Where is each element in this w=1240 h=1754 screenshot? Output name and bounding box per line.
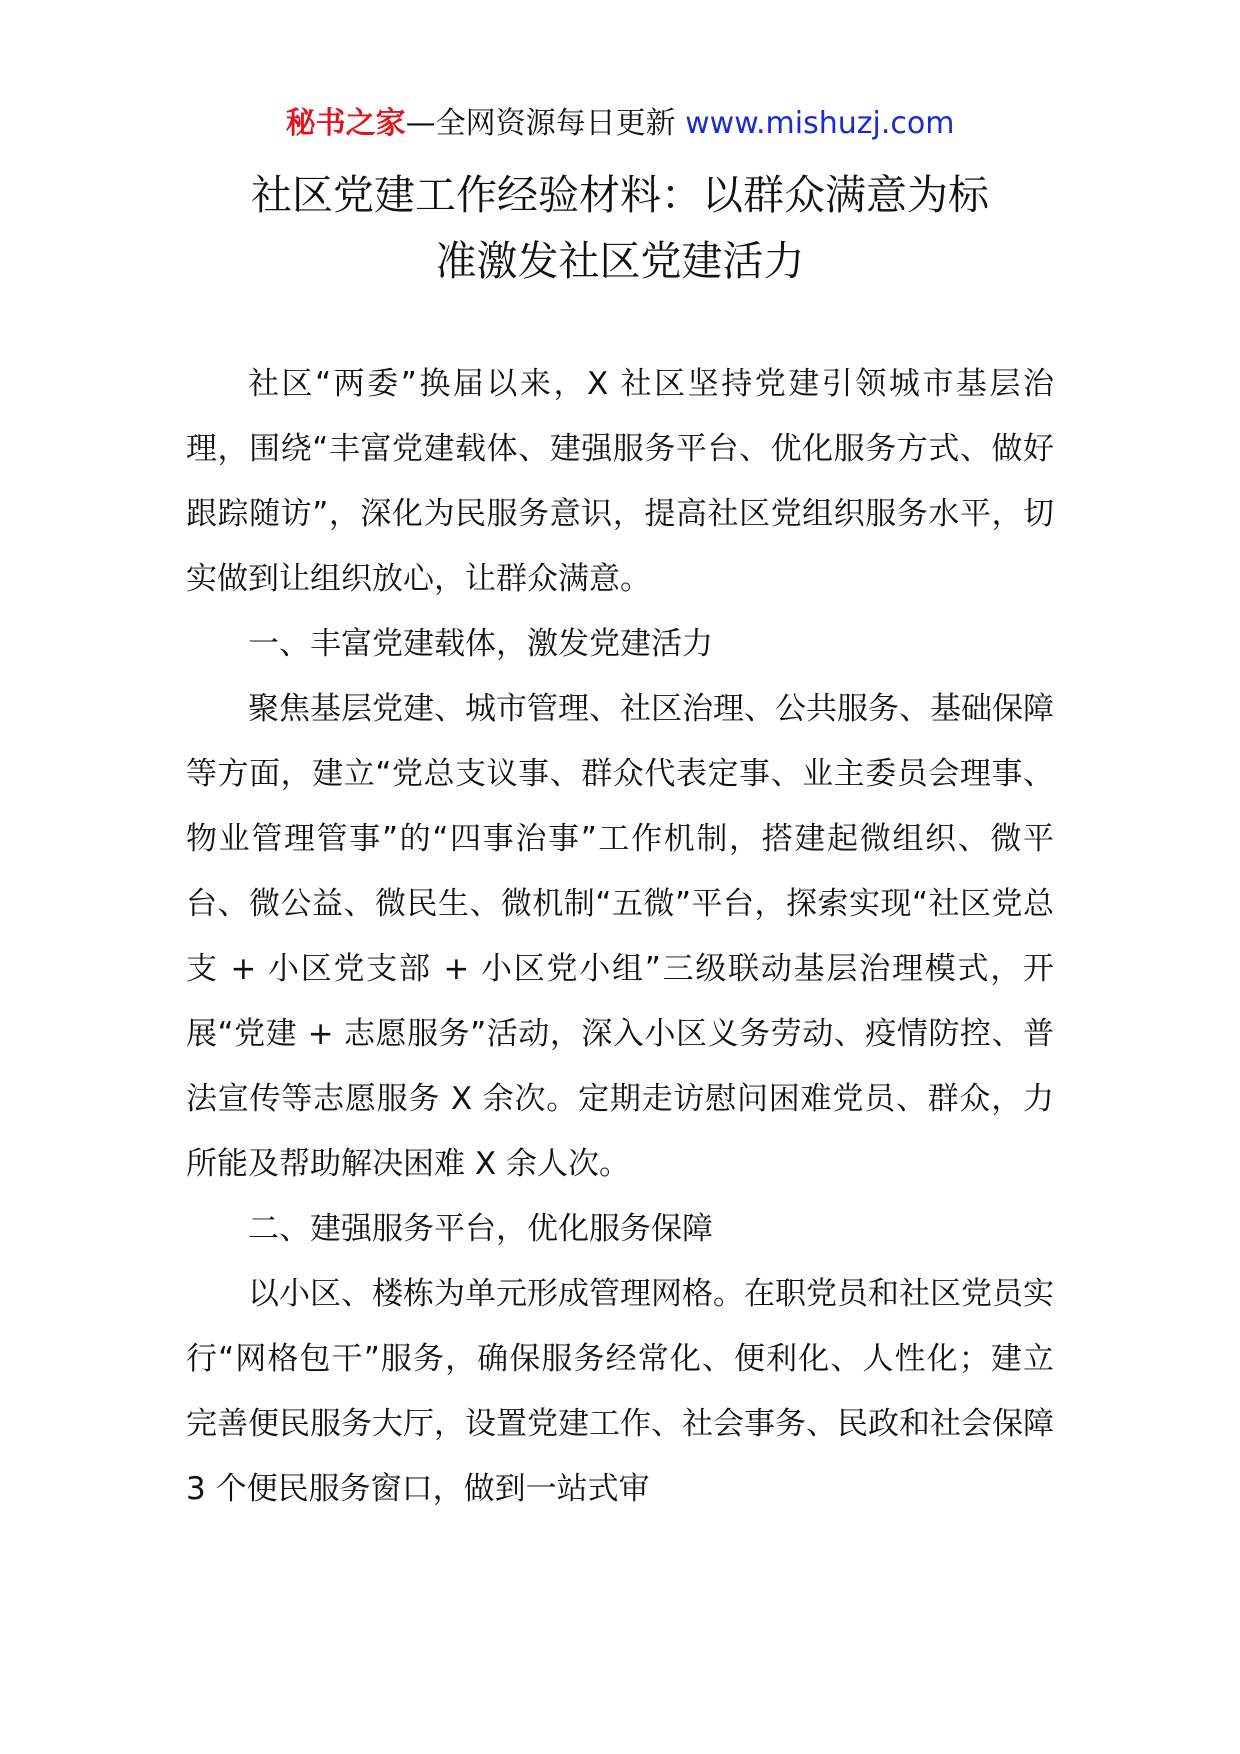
section-heading-2: 二、建强服务平台，优化服务保障 bbox=[248, 1211, 713, 1247]
document-title-line-1: 社区党建工作经验材料：以群众满意为标 bbox=[251, 171, 989, 219]
section-heading-1: 一、丰富党建载体，激发党建活力 bbox=[248, 626, 713, 662]
section-1-paragraph: 聚焦基层党建、城市管理、社区治理、公共服务、基础保障等方面，建立“党总支议事、群众代表定事、业主委员会理事、物业管理管事”的“四事治事”工作机制，搭建起微组织、微平台、微公益、微民生、微机制“五微”平台，探索实现“社区党总支 + 小区党支部 + 小区党小组”三级联动基层治理模式，开展“党建 + 志愿服务”活动，深入小区义务劳动、疫情防控、普法宣传等志愿服务 X 余次。定期走访慰问困难党员、群众，力所能及帮助解决困难 X 余人次。 bbox=[186, 691, 1054, 1182]
site-brand: 秘书之家 bbox=[285, 106, 406, 141]
document-title bbox=[150, 162, 1090, 294]
document-body bbox=[186, 352, 1054, 1522]
section-2-paragraph: 以小区、楼栋为单元形成管理网格。在职党员和社区党员实行“网格包干”服务，确保服务经常化、便利化、人性化；建立完善便民服务大厅，设置党建工作、社会事务、民政和社会保障 3 个便民服务窗口，做到一站式审 bbox=[186, 1276, 1054, 1507]
site-url-link[interactable]: www.mishuzj.com bbox=[685, 106, 955, 141]
site-header bbox=[0, 100, 1240, 148]
site-tagline: —全网资源每日更新 bbox=[405, 106, 686, 141]
intro-paragraph: 社区“两委”换届以来，X 社区坚持党建引领城市基层治理，围绕“丰富党建载体、建强服务平台、优化服务方式、做好跟踪随访”，深化为民服务意识，提高社区党组织服务水平，切实做到让组织放心，让群众满意。 bbox=[186, 366, 1054, 597]
document-title-line-2: 准激发社区党建活力 bbox=[435, 237, 805, 285]
